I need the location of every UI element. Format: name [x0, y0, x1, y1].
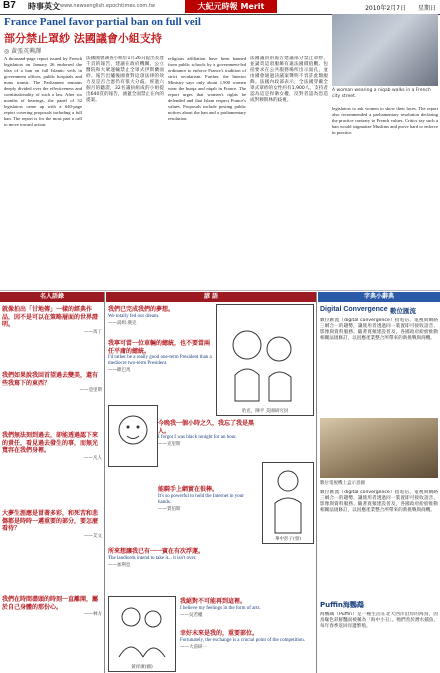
dictionary-body: 數位匯流（digital convergence）指電信、電視與網路三網合一的趨勢，讓使用者透過同一裝置即可接收語音、影像與資料服務。隨著寬頻建設普及，各國政府紛紛推動相關法規修訂，以因應產業整合所帶來的新挑戰與商機。: [320, 318, 438, 341]
dictionary-title-zh: 數位匯流: [390, 307, 416, 315]
quote-2: 我們如果說我回首望過去變美，還有些我寫下的東西？ ——亞里斯: [2, 372, 102, 393]
article-col-3: religious affiliation have been banned from public schools by a government-led ordinance to enforce France's tradition of strict secularism. Further, the Interior Ministry says only about 1,900 women wear the burqa and niqab in France. The report urges that women's rights be defended and that Islam respect France's values. Proposals include posting public notices about the ban and a parliamentary resolution.: [168, 56, 246, 121]
photo-caption: A woman wearing a niqab walks in a French city street.: [332, 88, 431, 99]
band-proverbs: 諺 語: [106, 292, 316, 302]
page-number: B7: [3, 0, 16, 11]
mid-quote-6: 我絕對不可能再到這裡。 I believe my feelings in the form of arts. ——吳若權: [180, 598, 261, 618]
cartoon-4: 黃祥廣(圖): [108, 596, 176, 672]
cartoon-people-icon: [109, 597, 175, 663]
article-col-2: 法國國會調查小組於1月26日提出長達千頁的報告，建議在政府機關、公立醫院和大眾運輸禁止全罩式伊斯蘭面紗。報告出爐後國會對這項法律的效力及是否合憲仍有很大分歧。經過六個月的聽證，32名議員組成的小組提出640頁的報告，涵蓋全面禁止在內的提案。: [86, 56, 164, 103]
mid-quote-7: 幸好未來是我的，重要部位。 Fortunately, the exchange is a crucial point of the competition. ——大前研一: [180, 630, 306, 650]
issue-date: 2010年2月7日: [365, 5, 406, 12]
quote-3: 我們無法刻到過去，卻能透過認下來的責任，看見過去發生的事，而無光寬容在我們身裡。 ——凡人: [2, 432, 102, 461]
issue-weekday: 星期日: [417, 5, 436, 12]
puffin-body: 海鸚鵡（Puffin）是一種生活在北大西洋沿岸的海鳥，因鳥喙色彩鮮豔而被稱為「海中小丑」。牠們善於潛水捕魚，每年春季返回岸邊繁殖。: [320, 612, 438, 629]
quote-5: 我們在時間盡頭的時刻一直離開，屬於自己身體的那份心。 ——林方: [2, 596, 102, 617]
mid-quote-2: 我寧可當一位車輛的總統，也不要當兩任平庸的總統。 I'd rather be a really good one-term President than a mediocre two-term President. ——歐巴馬: [108, 340, 212, 373]
site-url[interactable]: www.newsenglish.epochtimes.com.tw: [60, 3, 155, 9]
cartoon-face-icon: [109, 406, 157, 462]
quote-4: 大夢生涯應是冒著多彩，和死苦和悲傷都是時時一邁重要的部分，要怎麼看待？ ——艾文: [2, 510, 102, 539]
newspaper-logo: 大紀元時報 Merit Times: [185, 0, 277, 13]
band-quotes: 名人語錄: [0, 292, 104, 302]
article-col-1: A thousand-page report issued by French legislators on January 26 endorsed the idea of a ban on full Islamic veils in government offices, public hospitals and mass transit. The Parliament remains deeply divided over the effectiveness and constitutionality of such a law. After six months of hearings, the panel of 32 legislators came up with a 640-page report covering proposals including a full ban. The report is for the most part a call to move toward action.: [4, 56, 82, 127]
cartoon-2: [108, 405, 158, 467]
dictionary-photo-caption: 數位電視機上盒示意圖: [320, 481, 365, 486]
mid-quote-5: 所來想讓我已有一一賓在有次浮運。 The landlords intend to take it... it isn't over. ——加利亞: [108, 548, 205, 568]
band-dictionary: 字典小辭典: [318, 292, 440, 302]
article-col-5: legislators to ask women to show their faces. The report also recommended a parliamentary resolution declaring the practice contrary to French values. Critics say such a ban would stigmatize Muslims and prove hard to enforce in practice.: [332, 106, 438, 135]
puffin-title: Puffin海鸚鵡: [320, 601, 364, 609]
cartoon-figure-icon: [263, 463, 313, 535]
cartoon-1: 哈克，陳平 美國研究員: [216, 304, 314, 416]
headline-english: France Panel favor partial ban on full veil: [4, 16, 201, 28]
article-col-4: 法國議員的報告建議部分禁止罩紗，並譴責這項服飾有違法國價值觀。包括要求在公共服務場所出示面孔，並由國會通過決議案聲明不容許此類服飾。法國內政部表示，全法國穿戴全罩式罩紗的女性約有1,900人。支持者認為這是捍衛女權，反對者認為恐造成對穆斯林的歧視。: [250, 56, 328, 103]
dictionary-title-en: Digital Convergence: [320, 306, 388, 313]
cartoon-drawing-icon: [217, 305, 313, 409]
quote-1: 就像拍出「甘地傳」一樣的經典作品，因不是可以在策略層面的世界證明。 ——馬丁: [2, 306, 102, 335]
headline-chinese: 部分禁止罩紗 法國議會小組支持: [4, 32, 162, 45]
dictionary-photo: [320, 418, 438, 478]
byline: ◎ 黃張英興譯: [4, 48, 42, 55]
mid-quote-1: 我們已完成我們的夢想。 We totally fed our dream. ——湯姆.漢克: [108, 306, 175, 326]
section-title: 時事英文: [28, 2, 60, 11]
cartoon-3: 華中彭子(發): [262, 462, 314, 544]
dictionary-body-more: 數位匯流（digital convergence）指電信、電視與網路三網合一的趨勢，讓使用者透過同一裝置即可接收語音、影像與資料服務。隨著寬頻建設普及，各國政府紛紛推動相關法規修訂，以因應產業整合所帶來的新挑戰與商機。: [320, 490, 438, 513]
niqab-photo: [332, 14, 438, 86]
mid-quote-4: 能騎手上網實在很棒。 It's so powerful to hold the Internet in your hands. ——賈伯斯: [158, 486, 244, 512]
mid-quote-3: 今晚我一個小時之久，我忘了我是黑人。 I forgot I was black tonight for an hour. ——克里斯: [158, 420, 255, 447]
